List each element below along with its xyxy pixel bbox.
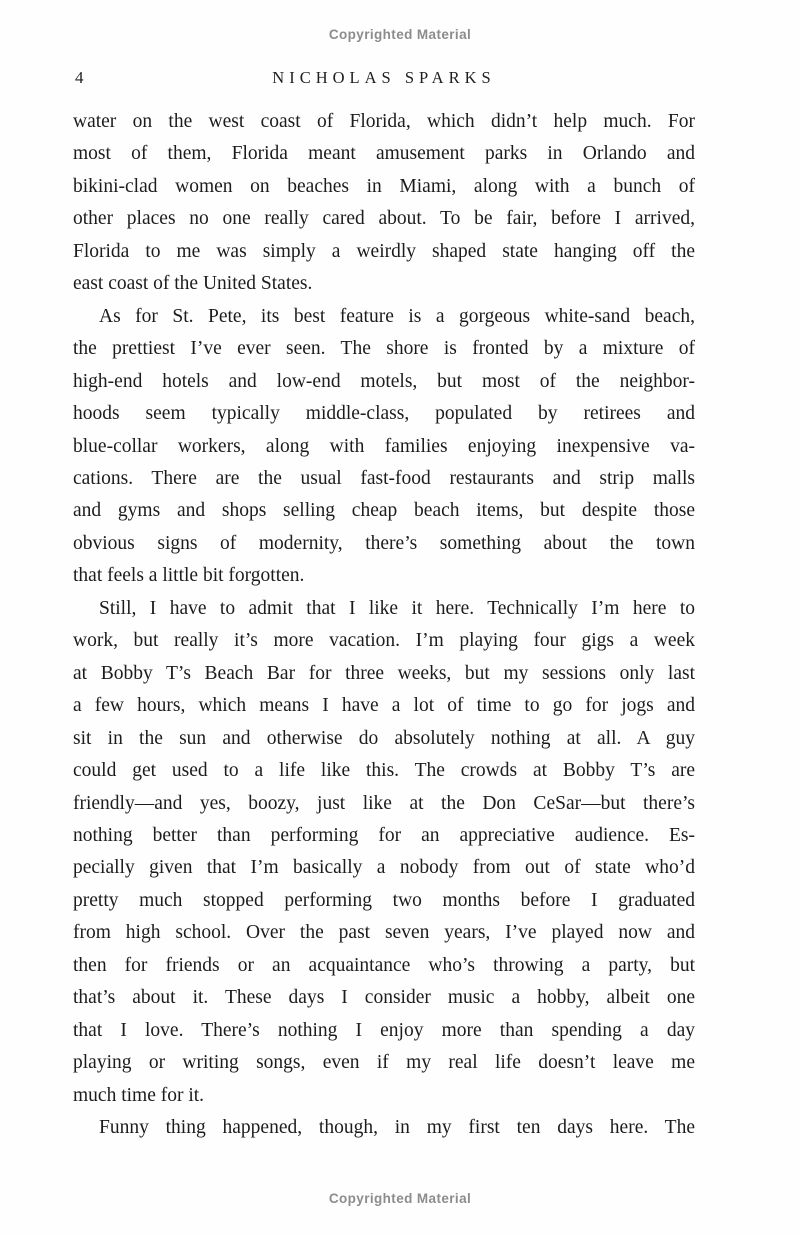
- text-line: from high school. Over the past seven years, I’ve played now and: [73, 922, 695, 944]
- text-line: Florida to me was simply a weirdly shaped state hanging off the: [73, 240, 695, 262]
- text-line: friendly—and yes, boozy, just like at the Don CeSar—but there’s: [73, 792, 695, 814]
- text-line: most of them, Florida meant amusement parks in Orlando and: [73, 143, 695, 165]
- text-line: hoods seem typically middle-class, populated by retirees and: [73, 403, 695, 425]
- text-line: and gyms and shops selling cheap beach items, but despite those: [73, 500, 695, 522]
- text-line: water on the west coast of Florida, which didn’t help much. For: [73, 111, 695, 132]
- text-line: cations. There are the usual fast-food restaurants and strip malls: [73, 467, 695, 489]
- text-line: Funny thing happened, though, in my first ten days here. The: [99, 1117, 695, 1139]
- text-line: pecially given that I’m basically a nobody from out of state who’d: [73, 857, 695, 879]
- text-line: sit in the sun and otherwise do absolutely nothing at all. A guy: [73, 727, 695, 749]
- running-header-title: NICHOLAS SPARKS: [272, 68, 496, 87]
- text-line: bikini-clad women on beaches in Miami, along with a bunch of: [73, 175, 695, 197]
- text-line: Still, I have to admit that I like it here. Technically I’m here to: [99, 597, 695, 619]
- text-line: that I love. There’s nothing I enjoy more than spending a day: [73, 1019, 695, 1041]
- text-line: high-end hotels and low-end motels, but most of the neighbor-: [73, 370, 695, 392]
- text-line: east coast of the United States.: [73, 273, 313, 295]
- text-line: work, but really it’s more vacation. I’m playing four gigs a week: [73, 630, 695, 652]
- text-line: much time for it.: [73, 1084, 205, 1106]
- text-line: As for St. Pete, its best feature is a gorgeous white-sand beach,: [99, 305, 695, 327]
- text-line: other places no one really cared about. To be fair, before I arrived,: [73, 208, 695, 230]
- text-line: then for friends or an acquaintance who’s throwing a party, but: [73, 954, 695, 976]
- text-line: the prettiest I’ve ever seen. The shore is fronted by a mixture of: [73, 338, 695, 360]
- text-line: blue-collar workers, along with families enjoying inexpensive va-: [73, 435, 695, 457]
- copyright-notice-top: Copyrighted Material: [328, 27, 472, 42]
- text-line: that’s about it. These days I consider music a hobby, albeit one: [73, 987, 695, 1009]
- text-line: nothing better than performing for an appreciative audience. Es-: [73, 824, 695, 846]
- text-line: that feels a little bit forgotten.: [73, 565, 305, 587]
- text-line: playing or writing songs, even if my real life doesn’t leave me: [73, 1052, 695, 1074]
- text-line: at Bobby T’s Beach Bar for three weeks, but my sessions only last: [73, 662, 695, 684]
- copyright-notice-bottom: Copyrighted Material: [328, 1191, 472, 1206]
- text-line: obvious signs of modernity, there’s something about the town: [73, 532, 695, 554]
- running-header: [73, 68, 695, 90]
- text-line: a few hours, which means I have a lot of time to go for jogs and: [73, 695, 695, 717]
- body-text: [73, 106, 695, 1145]
- text-line: pretty much stopped performing two months before I graduated: [73, 889, 695, 911]
- text-line: could get used to a life like this. The crowds at Bobby T’s are: [73, 760, 695, 782]
- page-number: 4: [75, 68, 84, 87]
